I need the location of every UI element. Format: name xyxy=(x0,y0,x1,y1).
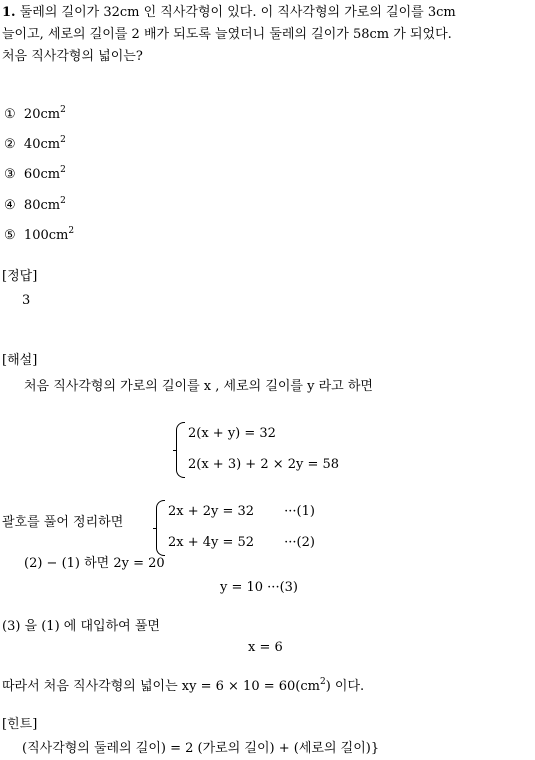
choice-exponent: 2 xyxy=(60,134,66,145)
answer-value: 3 xyxy=(22,293,31,308)
left-brace xyxy=(156,500,165,556)
solution-conclusion xyxy=(2,676,364,698)
equation: 2x + 2y = 32 xyxy=(168,504,255,519)
solution-intro: 처음 직사각형의 가로의 길이를 x , 세로의 길이를 y 라고 하면 xyxy=(24,379,373,394)
solution-step: x = 6 xyxy=(248,640,283,655)
choice-4[interactable] xyxy=(4,195,66,217)
choice-2[interactable] xyxy=(4,134,66,156)
choice-number: ④ xyxy=(4,198,16,213)
equation-row xyxy=(168,498,315,528)
hint-label: [힌트] xyxy=(2,717,38,732)
choice-5[interactable] xyxy=(4,225,74,247)
equation-system-2 xyxy=(156,498,315,558)
choice-value: 80cm xyxy=(23,198,61,213)
problem-text-line: 둘레의 길이가 32cm 인 직사각형이 있다. 이 직사각형의 가로의 길이를 3cm xyxy=(19,5,456,20)
equation: 2(x + 3) + 2 × 2y = 58 xyxy=(188,457,340,472)
solution-label: [해설] xyxy=(2,353,38,368)
choice-value: 60cm xyxy=(23,167,61,182)
equation-tag: ···(2) xyxy=(284,535,315,550)
choice-number: ① xyxy=(4,107,16,122)
problem-first-line xyxy=(2,2,456,24)
choice-value: 100cm xyxy=(23,228,69,243)
hint-text: (직사각형의 둘레의 길이) = 2 (가로의 길이) + (세로의 길이)} xyxy=(22,741,380,756)
conclusion-exponent: 2 xyxy=(319,676,326,687)
equation: 2(x + y) = 32 xyxy=(188,426,276,441)
equation-row xyxy=(168,528,315,558)
choice-exponent: 2 xyxy=(60,104,66,115)
equation: 2x + 4y = 52 xyxy=(168,535,255,550)
choice-3[interactable] xyxy=(4,164,66,186)
left-brace xyxy=(176,422,185,478)
problem-number: 1. xyxy=(2,5,16,20)
solution-step: (2) − (1) 하면 2y = 20 xyxy=(24,556,165,571)
choice-value: 20cm xyxy=(23,107,61,122)
problem-text-line: 늘이고, 세로의 길이를 2 배가 되도록 늘였더니 둘레의 길이가 58cm 가 되었다. xyxy=(2,27,452,42)
choice-exponent: 2 xyxy=(60,195,66,206)
problem-text-line: 처음 직사각형의 넓이는? xyxy=(2,49,143,64)
conclusion-end: ) 이다. xyxy=(325,679,365,694)
solution-step: y = 10 ···(3) xyxy=(220,580,298,595)
expand-label: 괄호를 풀어 정리하면 xyxy=(2,515,124,530)
choice-number: ⑤ xyxy=(4,228,16,243)
choice-1[interactable] xyxy=(4,104,66,126)
equation-system-1 xyxy=(176,420,339,480)
answer-label: [정답] xyxy=(2,269,38,284)
conclusion-text: 따라서 처음 직사각형의 넓이는 xy = 6 × 10 = 60(cm xyxy=(2,679,320,694)
choice-exponent: 2 xyxy=(68,225,75,236)
choice-number: ② xyxy=(4,137,16,152)
choice-value: 40cm xyxy=(23,137,61,152)
equation-tag: ···(1) xyxy=(284,504,315,519)
solution-step: (3) 을 (1) 에 대입하여 풀면 xyxy=(2,619,160,634)
choice-number: ③ xyxy=(4,167,16,182)
choice-exponent: 2 xyxy=(60,164,66,175)
